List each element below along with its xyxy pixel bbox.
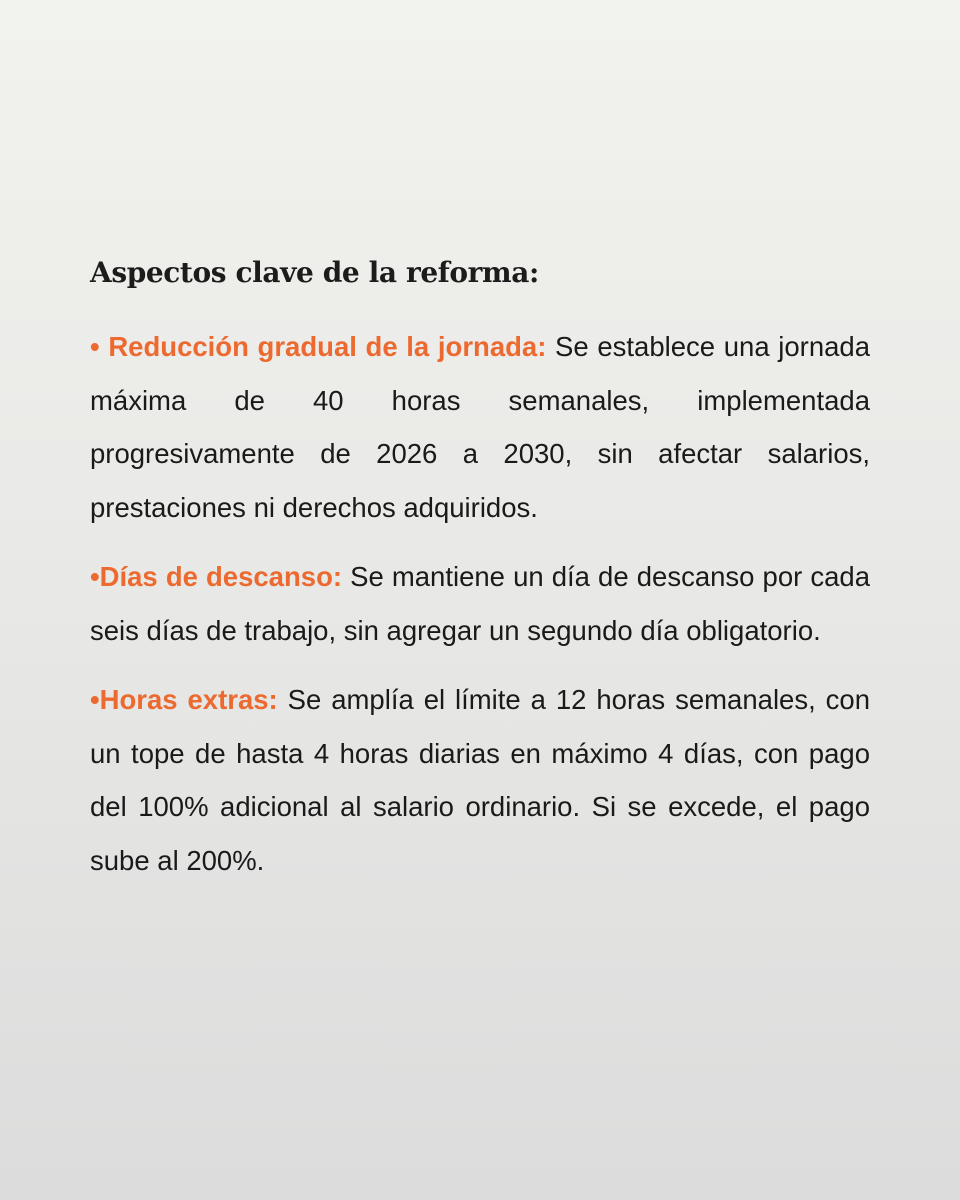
point-horas-extras: [90, 673, 870, 887]
point-reduccion-jornada: [90, 320, 870, 534]
point-text: Se amplía el límite a 12 horas semanales, con un tope de hasta 4 horas diarias en máximo 4 días, con pago del 100% adicional al salario ordinario. Si se excede, el pago sube al 200%.: [90, 684, 871, 876]
reform-document: [90, 250, 870, 903]
point-bullet: •: [90, 561, 100, 592]
page-title: Aspectos clave de la reforma:: [90, 256, 539, 289]
point-text: Se establece una jornada máxima de 40 horas semanales, implementada progresivamente de 2026 a 2030, sin afectar salarios, prestaciones ni derechos adquiridos.: [90, 331, 871, 523]
point-label: Horas extras:: [99, 684, 278, 715]
point-label: Reducción gradual de la jornada:: [108, 331, 547, 362]
point-bullet: •: [90, 331, 100, 362]
point-bullet: •: [90, 684, 100, 715]
point-dias-descanso: [90, 550, 870, 657]
point-label: Días de descanso:: [99, 561, 343, 592]
point-text: Se mantiene un día de descanso por cada seis días de trabajo, sin agregar un segundo día obligatorio.: [90, 561, 871, 646]
